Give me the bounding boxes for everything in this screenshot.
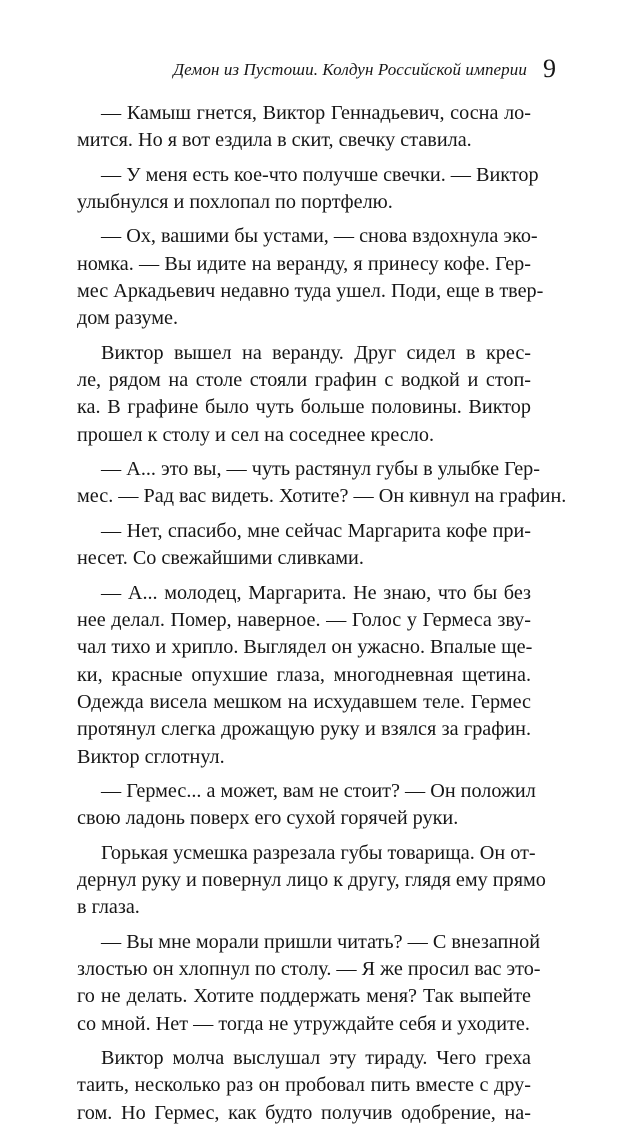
paragraph bbox=[77, 456, 567, 511]
body-text bbox=[77, 100, 567, 1127]
text-line: улыбнулся и похлопал по портфелю. bbox=[77, 191, 393, 214]
text-line: мес Аркадьевич недавно туда ушел. Поди, еще в твер- bbox=[77, 280, 544, 303]
text-line: — Гермес... а может, вам не стоит? — Он положил bbox=[101, 779, 536, 802]
text-line: протянул слегка дрожащую руку и взялся за графин. bbox=[77, 718, 531, 741]
text-line: со мной. Нет — тогда не утруждайте себя и уходите. bbox=[77, 1012, 530, 1035]
text-line: таить, несколько раз он пробовал пить вместе с дру- bbox=[77, 1074, 531, 1097]
paragraph bbox=[77, 778, 536, 833]
text-line: дом разуме. bbox=[77, 307, 179, 330]
text-line: мес. — Рад вас видеть. Хотите? — Он кивнул на графин. bbox=[77, 485, 567, 508]
paragraph bbox=[77, 340, 531, 449]
paragraph bbox=[77, 223, 544, 332]
text-line: нее делал. Помер, наверное. — Голос у Гермеса зву- bbox=[77, 608, 531, 631]
paragraph bbox=[77, 518, 531, 573]
text-line: злостью он хлопнул по столу. — Я же просил вас это- bbox=[77, 957, 541, 980]
text-line: Одежда висела мешком на исхудавшем теле. Гермес bbox=[77, 690, 531, 713]
text-line: прошел к столу и сел на соседнее кресло. bbox=[77, 423, 435, 446]
running-head: Демон из Пустоши. Колдун Российской империи bbox=[173, 60, 527, 79]
text-line: — А... это вы, — чуть растянул губы в улыбке Гер- bbox=[101, 458, 540, 481]
text-line: чал тихо и хрипло. Выглядел он ужасно. Впалые ще- bbox=[77, 636, 533, 659]
text-line: го не делать. Хотите поддержать меня? Так выпейте bbox=[77, 985, 531, 1008]
page-number-text: 9 bbox=[543, 54, 556, 83]
paragraph bbox=[77, 580, 531, 771]
text-line: в глаза. bbox=[77, 896, 140, 919]
paragraph bbox=[77, 100, 531, 155]
text-line: Горькая усмешка разрезала губы товарища. Он от- bbox=[101, 841, 536, 864]
paragraph bbox=[77, 929, 541, 1038]
text-line: ле, рядом на столе стояли графин с водкой и стоп- bbox=[77, 369, 531, 392]
text-line: мится. Но я вот ездила в скит, свечку ставила. bbox=[77, 129, 472, 152]
text-line: номка. — Вы идите на веранду, я принесу кофе. Гер- bbox=[77, 252, 531, 275]
text-line: Виктор молча выслушал эту тираду. Чего греха bbox=[101, 1047, 531, 1069]
text-line: ки, красные опухшие глаза, многодневная щетина. bbox=[77, 663, 531, 686]
text-line: — Вы мне морали пришли читать? — С внезапной bbox=[101, 930, 541, 953]
paragraph bbox=[77, 840, 546, 922]
text-line: гом. Но Гермес, как будто получив одобрение, на- bbox=[77, 1101, 531, 1124]
text-line: — Камыш гнется, Виктор Геннадьевич, сосна ло- bbox=[101, 102, 531, 124]
text-line: дернул руку и повернул лицо к другу, глядя ему прямо bbox=[77, 868, 546, 891]
text-line: — У меня есть кое-что получше свечки. — Виктор bbox=[101, 163, 539, 186]
text-line: — Нет, спасибо, мне сейчас Маргарита кофе при- bbox=[101, 519, 531, 542]
text-line: Виктор вышел на веранду. Друг сидел в крес- bbox=[101, 341, 531, 364]
text-line: — А... молодец, Маргарита. Не знаю, что бы без bbox=[101, 581, 531, 604]
text-line: ка. В графине было чуть больше половины. Виктор bbox=[77, 396, 531, 419]
text-line: — Ох, вашими бы устами, — снова вздохнула эко- bbox=[101, 225, 538, 248]
text-line: свою ладонь поверх его сухой горячей руки. bbox=[77, 807, 459, 830]
paragraph bbox=[77, 162, 539, 217]
text-line: несет. Со свежайшими сливками. bbox=[77, 547, 364, 570]
paragraph bbox=[77, 1045, 531, 1127]
text-line: Виктор сглотнул. bbox=[77, 745, 225, 768]
